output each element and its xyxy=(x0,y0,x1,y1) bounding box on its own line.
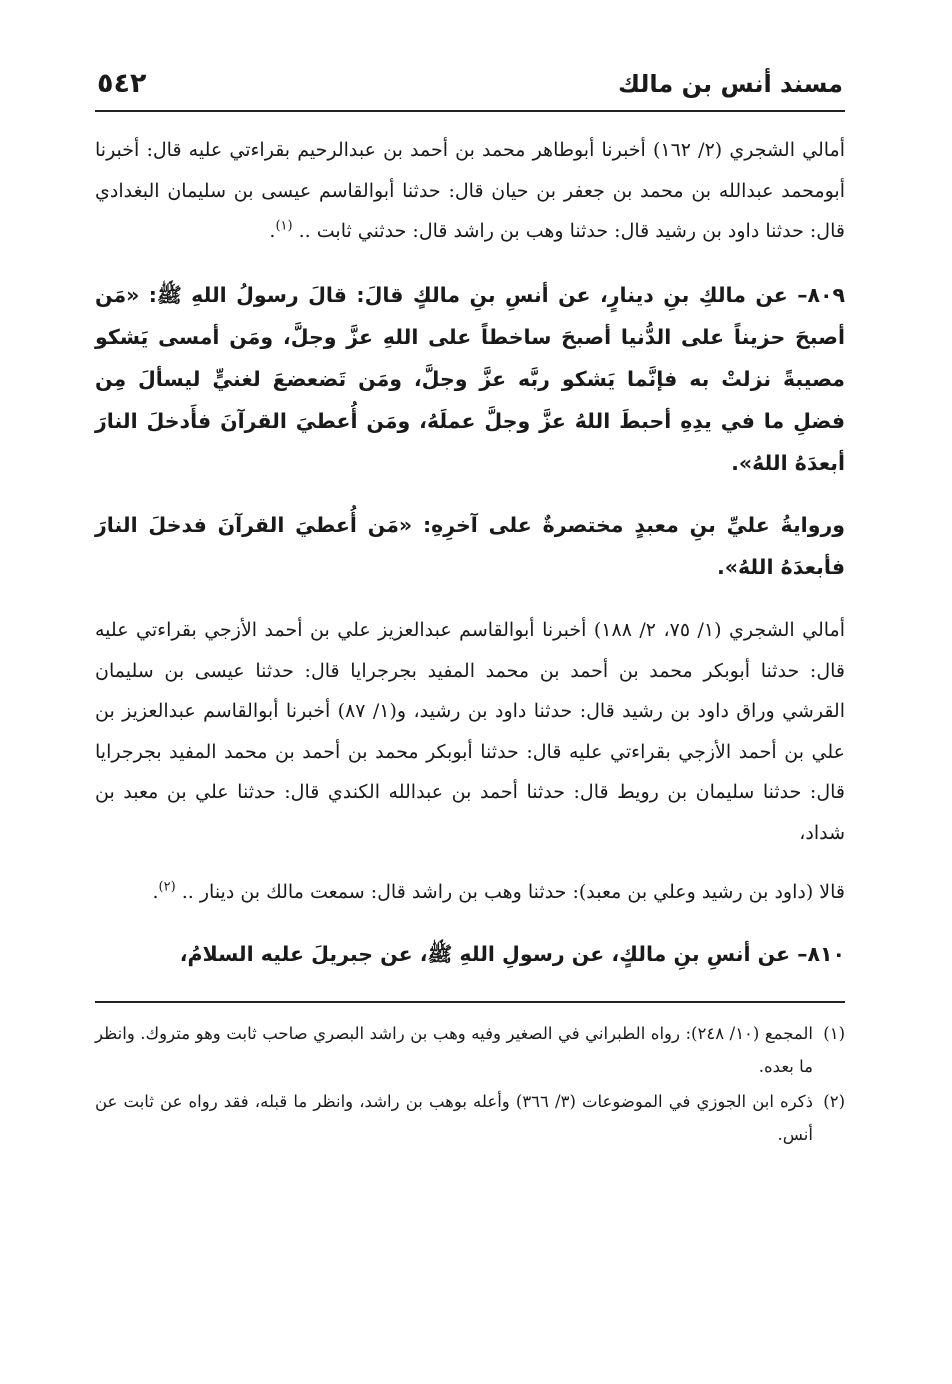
running-header xyxy=(95,62,845,106)
footnote-2-number: (٢) xyxy=(823,1091,845,1111)
source-citation-1-text: أمالي الشجري (٢/ ١٦٢) أخبرنا أبوطاهر محمد بن أحمد بن عبدالرحيم بقراءتي عليه قال: أخبرنا أبومحمد عبدالله بن محمد بن جعفر بن حيان قال: حدثنا أبوالقاسم عيسى بن سليمان البغدادي قال: حدثنا داود بن رشيد قال: حدثنا وهب بن راشد قال: حدثني ثابت .. xyxy=(95,139,845,242)
source-citation-3 xyxy=(95,872,845,913)
source-citation-1-end: . xyxy=(269,220,276,242)
header-rule xyxy=(95,110,845,112)
book-title: مسند أنس بن مالك xyxy=(617,70,843,98)
source-citation-1 xyxy=(95,130,845,252)
source-citation-3-text: قالا (داود بن رشيد وعلي بن معبد): حدثنا وهب بن راشد قال: سمعت مالك بن دينار .. xyxy=(181,881,845,903)
source-citation-3-end: . xyxy=(152,881,159,903)
footnote-1 xyxy=(95,1017,845,1083)
footnote-ref-2: (٢) xyxy=(158,879,176,895)
footnotes xyxy=(95,1017,845,1151)
footnote-rule xyxy=(95,1001,845,1003)
footnote-1-text: المجمع (١٠/ ٢٤٨): رواه الطبراني في الصغير وفيه وهب بن راشد البصري صاحب ثابت وهو متروك. وانظر ما بعده. xyxy=(95,1023,814,1076)
hadith-809: ٨٠٩– عن مالكِ بنِ دينارٍ، عن أنسِ بنِ مالكٍ قالَ: قالَ رسولُ اللهِ ﷺ: «مَن أصبحَ حزيناً على الدُّنيا أصبحَ ساخطاً على اللهِ عزَّ وجلَّ، ومَن أمسى يَشكو مصيبةً نزلتْ به فإنَّما يَشكو ربَّه عزَّ وجلَّ، ومَن تَضعضعَ لغنيٍّ ليسألَ مِن فضلِ ما في يدِهِ أحبطَ اللهُ عزَّ وجلَّ عملَهُ، ومَن أُعطيَ القرآنَ فأَدخلَ النارَ أبعدَهُ اللهُ». xyxy=(95,282,845,475)
footnote-2-text: ذكره ابن الجوزي في الموضوعات (٣/ ٣٦٦) وأعله بوهب بن راشد، وانظر ما قبله، فقد رواه عن ثابت عن أنس. xyxy=(95,1091,813,1144)
footnote-2 xyxy=(95,1085,845,1151)
page-number: ٥٤٢ xyxy=(97,68,147,99)
source-citation-2: أمالي الشجري (١/ ٧٥، ٢/ ١٨٨) أخبرنا أبوالقاسم عبدالعزيز علي بن أحمد الأزجي بقراءتي عليه قال: حدثنا أبوبكر محمد بن أحمد بن محمد المفيد بجرجرايا قال: حدثنا عيسى بن سليمان القرشي وراق داود بن رشيد قال: حدثنا داود بن رشيد، و(١/ ٨٧) أخبرنا أبوالقاسم عبدالعزيز بن علي بن أحمد الأزجي بقراءتي عليه قال: حدثنا أبوبكر محمد بن أحمد بن محمد المفيد بجرجرايا قال: حدثنا سليمان بن رويط قال: حدثنا أحمد بن عبدالله الكندي قال: حدثنا علي بن معبد بن شداد، xyxy=(95,619,845,844)
hadith-810: ٨١٠– عن أنسِ بنِ مالكٍ، عن رسولِ اللهِ ﷺ، عن جبريلَ عليه السلامُ، xyxy=(179,941,845,966)
hadith-809-variant: وروايةُ عليِّ بنِ معبدٍ مختصرةٌ على آخرِهِ: «مَن أُعطيَ القرآنَ فدخلَ النارَ فأبعدَهُ اللهُ». xyxy=(95,513,845,579)
footnote-ref-1: (١) xyxy=(275,218,293,234)
footnote-1-number: (١) xyxy=(823,1023,846,1043)
book-page xyxy=(95,62,845,1151)
